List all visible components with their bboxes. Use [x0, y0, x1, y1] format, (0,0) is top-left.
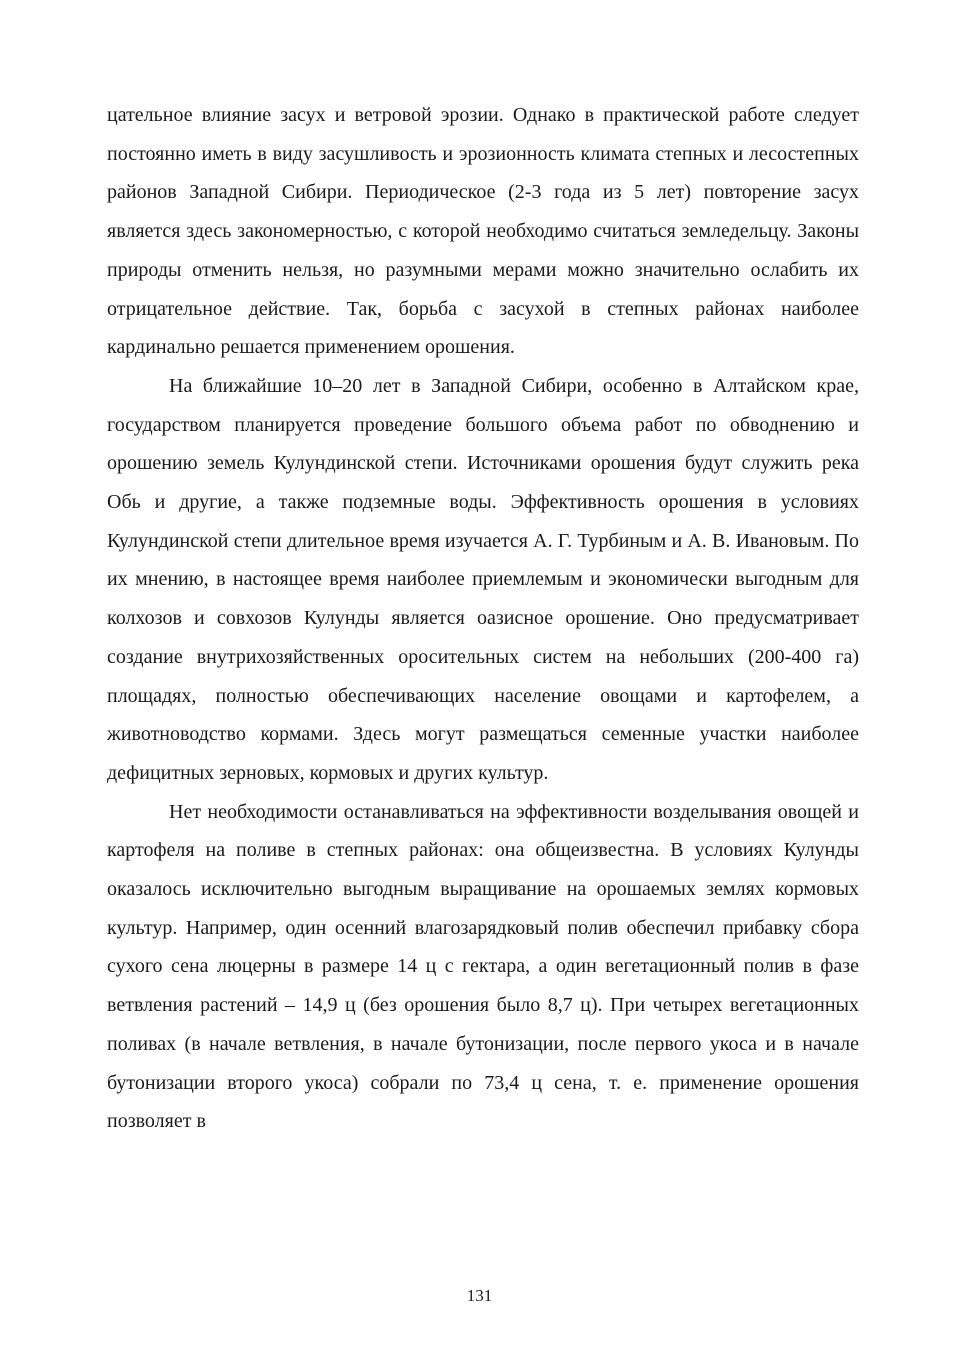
- paragraph-2: На ближайшие 10–20 лет в Западной Сибири, особенно в Алтайском крае, государством планируется проведение большого объема работ по обводнению и орошению земель Кулундинской степи. Источниками орошения будут служить река Обь и другие, а также подземные воды. Эффективность орошения в условиях Кулундинской степи длительное время изучается А. Г. Турбиным и А. В. Ивановым. По их мнению, в настоящее время наиболее приемлемым и экономически выгодным для колхозов и совхозов Кулунды является оазисное орошение. Оно предусматривает создание внутрихозяйственных оросительных систем на небольших (200-400 га) площадях, полностью обеспечивающих население овощами и картофелем, а животноводство кормами. Здесь могут размещаться семенные участки наиболее дефицитных зерновых, кормовых и других культур.: [107, 374, 859, 784]
- body-text: [107, 96, 859, 1141]
- paragraph-1: цательное влияние засух и ветровой эрозии. Однако в практической работе следует постоянно иметь в виду засушливость и эрозионность климата степных и лесостепных районов Западной Сибири. Периодическое (2-3 года из 5 лет) повторение засух является здесь закономерностью, с которой необходимо считаться земледельцу. Законы природы отменить нельзя, но разумными мерами можно значительно ослабить их отрицательное действие. Так, борьба с засухой в степных районах наиболее кардинально решается применением орошения.: [107, 104, 859, 359]
- paragraph-3: Нет необходимости останавливаться на эффективности возделывания овощей и картофеля на поливе в степных районах: она общеизвестна. В условиях Кулунды оказалось исключительно выгодным выращивание на орошаемых землях кормовых культур. Например, один осенний влагозарядковый полив обеспечил прибавку сбора сухого сена люцерны в размере 14 ц с гектара, а один вегетационный полив в фазе ветвления растений – 14,9 ц (без орошения было 8,7 ц). При четырех вегетационных поливах (в начале ветвления, в начале бутонизации, после первого укоса и в начале бутонизации второго укоса) собрали по 73,4 ц сена, т. е. применение орошения позволяет в: [107, 800, 859, 1133]
- page-number: 131: [466, 1286, 493, 1305]
